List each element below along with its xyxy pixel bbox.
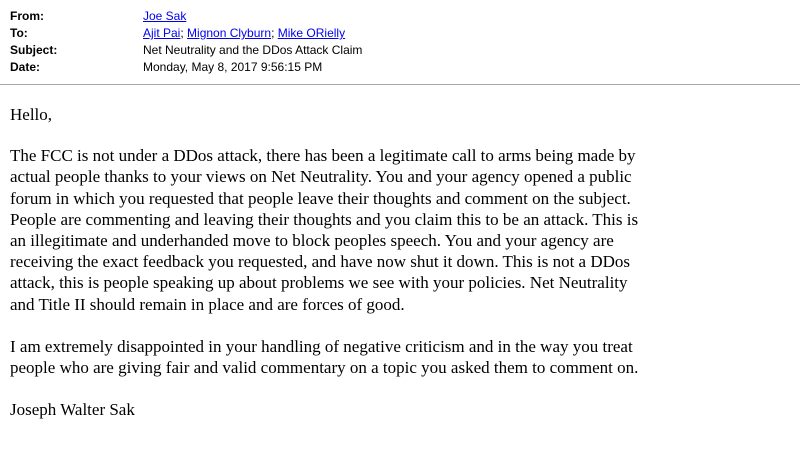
body-paragraph: The FCC is not under a DDos attack, there has been a legitimate call to arms being made by actual people thanks to your views on Net Neutrality. You and your agency opened a public forum in which you requested that people leave their thoughts and comment on the subject. People are commenting and leaving their thoughts and you claim this to be an attack. This is an illegitimate and underhanded move to block peoples speech. You and your agency are receiving the exact feedback you requested, and have now shut it down. This is not a DDos attack, this is people speaking up about problems we see with your policies. Net Neutrality and Title II should remain in place and are forces of good. <box>10 146 639 314</box>
to-label: To: <box>10 26 28 40</box>
header-divider <box>0 84 800 85</box>
sender-link[interactable]: Joe Sak <box>143 9 187 23</box>
subject-label: Subject: <box>10 43 58 57</box>
date-value: Monday, May 8, 2017 9:56:15 PM <box>143 60 323 74</box>
date-label: Date: <box>10 60 41 74</box>
greeting: Hello, <box>10 105 53 124</box>
from-row <box>10 8 362 25</box>
recipient-link[interactable]: Mike ORielly <box>277 26 346 40</box>
date-row <box>10 59 362 76</box>
to-value <box>143 25 345 42</box>
recipient-separator: ; <box>180 26 188 40</box>
recipient-link[interactable]: Mignon Clyburn <box>187 26 272 40</box>
subject-value: Net Neutrality and the DDos Attack Claim <box>143 43 363 57</box>
recipient-link[interactable]: Ajit Pai <box>143 26 181 40</box>
signature: Joseph Walter Sak <box>10 400 135 420</box>
recipient-separator: ; <box>271 26 278 40</box>
subject-row <box>10 42 362 59</box>
body-paragraph: I am extremely disappointed in your handling of negative criticism and in the way you treat people who are giving fair and valid commentary on a topic you asked them to comment on. <box>10 336 639 378</box>
email-body <box>10 104 795 420</box>
email-header <box>10 8 362 76</box>
from-value <box>143 8 186 25</box>
to-row <box>10 25 362 42</box>
from-label: From: <box>10 9 44 23</box>
